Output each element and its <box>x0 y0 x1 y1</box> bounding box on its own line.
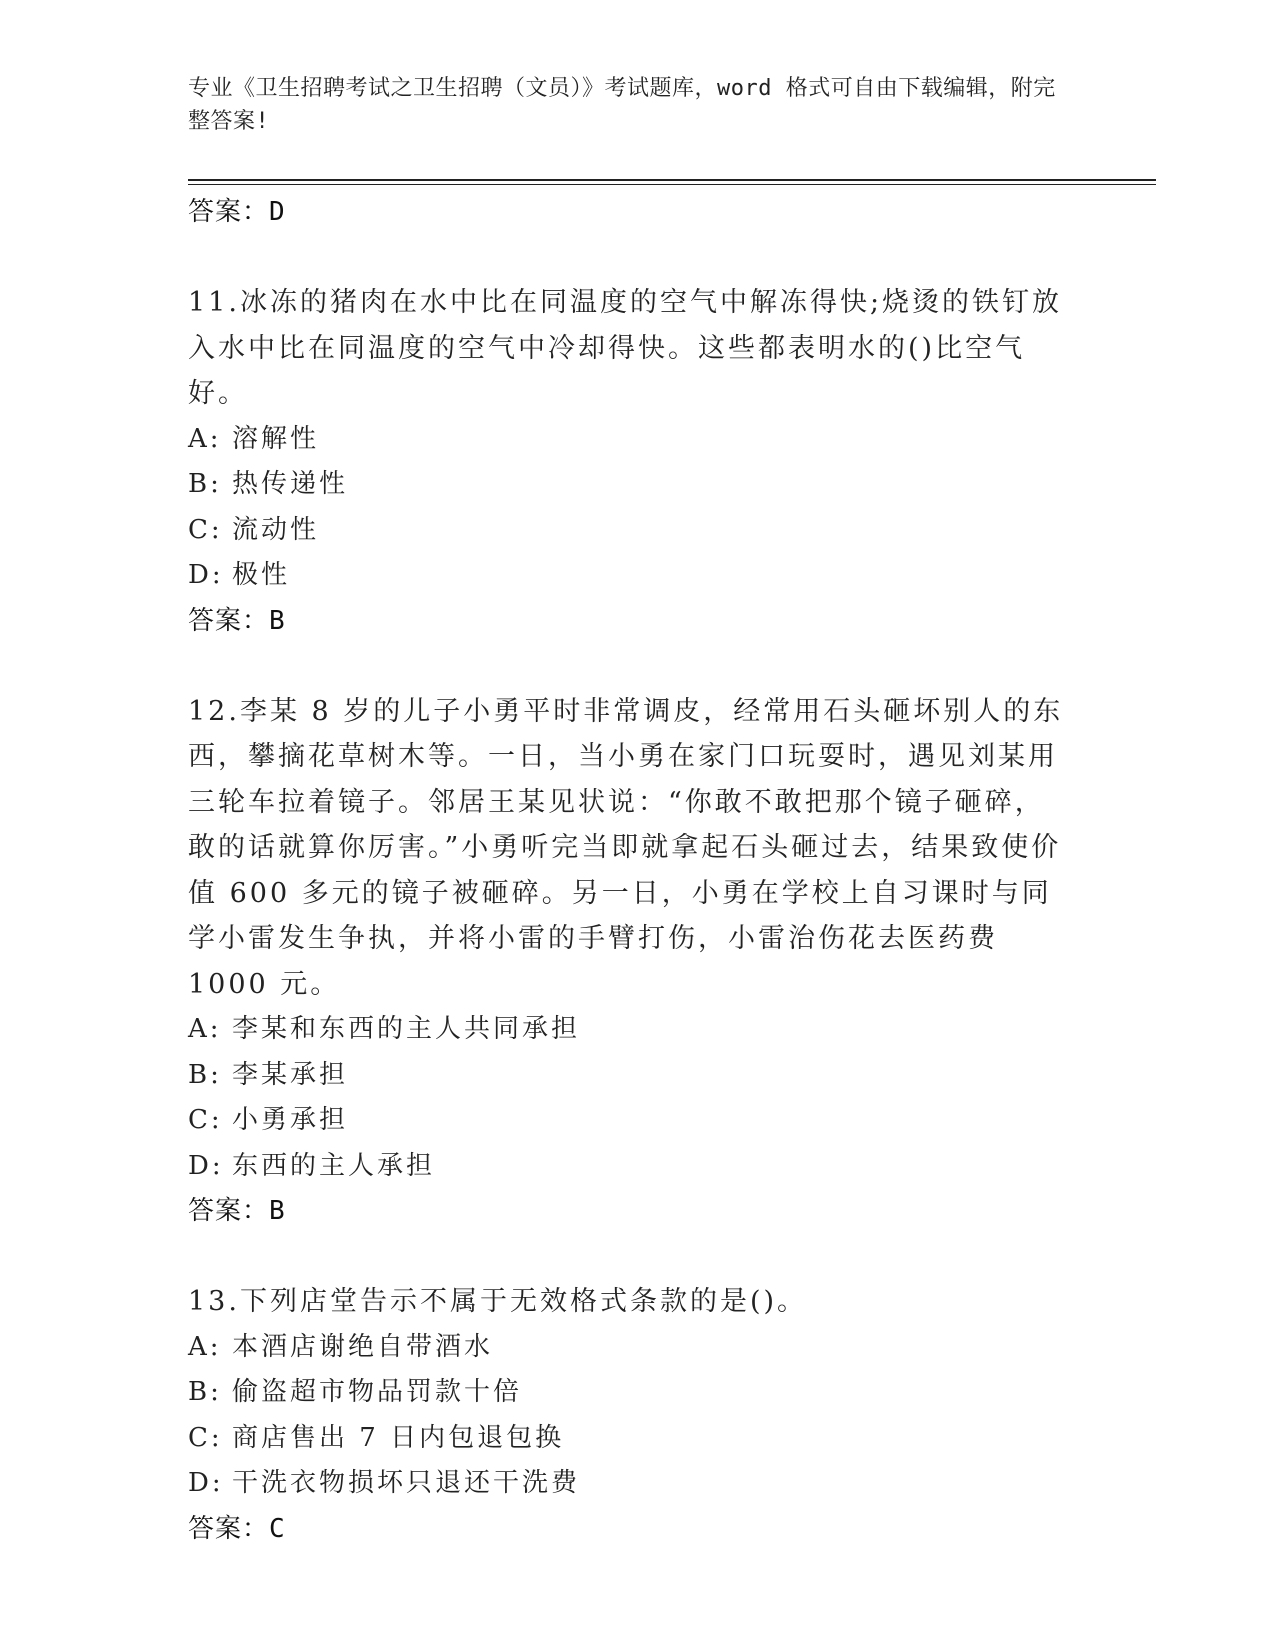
option-c <box>188 1416 1068 1462</box>
question-block <box>188 689 1068 1234</box>
spacer <box>188 1233 1068 1279</box>
option-c <box>188 1098 1068 1144</box>
option-text: 小勇承担 <box>232 1105 349 1135</box>
option-letter: C: <box>188 1422 223 1453</box>
option-text: 李某和东西的主人共同承担 <box>232 1014 581 1044</box>
question-list <box>188 190 1068 1551</box>
option-a <box>188 1325 1068 1371</box>
header-divider-thin <box>188 184 1156 185</box>
option-text: 溶解性 <box>232 423 320 454</box>
option-text: 本酒店谢绝自带酒水 <box>232 1331 494 1362</box>
question-block <box>188 1279 1068 1551</box>
header-divider-thick <box>188 179 1156 181</box>
option-letter: B: <box>188 1059 222 1090</box>
option-letter: A: <box>188 1014 222 1044</box>
option-letter: D: <box>188 1468 224 1498</box>
option-text: 东西的主人承担 <box>232 1150 436 1181</box>
option-text: 热传递性 <box>232 469 349 499</box>
option-b <box>188 1370 1068 1416</box>
option-a <box>188 417 1068 463</box>
question-stem: 12.李某 8 岁的儿子小勇平时非常调皮，经常用石头砸坏别人的东西，攀摘花草树木等。一日，当小勇在家门口玩耍时，遇见刘某用三轮车拉着镜子。邻居王某见状说：“你敢不敢把那个镜子砸碎，敢的话就算你厉害。”小勇听完当即就拿起石头砸过去，结果致使价值 600 多元的镜子被砸碎。另一日，小勇在学校上自习课时与同学小雷发生争执，并将小雷的手臂打伤，小雷治伤花去医药费 1000 元。 <box>188 695 1064 1000</box>
previous-answer: 答案：D <box>188 197 286 227</box>
option-letter: B: <box>188 1377 222 1407</box>
option-letter: A: <box>188 423 222 454</box>
option-text: 极性 <box>232 560 291 590</box>
option-b <box>188 1053 1068 1099</box>
option-c <box>188 508 1068 554</box>
question-stem: 13.下列店堂告示不属于无效格式条款的是()。 <box>188 1286 808 1317</box>
spacer <box>188 234 1068 280</box>
option-letter: C: <box>188 514 223 545</box>
answer-line: 答案：B <box>188 605 286 636</box>
answer-line: 答案：B <box>188 1196 286 1226</box>
option-letter: D: <box>188 560 224 590</box>
question-stem: 11.冰冻的猪肉在水中比在同温度的空气中解冻得快;烧烫的铁钉放入水中比在同温度的空气中冷却得快。这些都表明水的()比空气好。 <box>188 287 1063 409</box>
option-text: 干洗衣物损坏只退还干洗费 <box>232 1468 581 1498</box>
option-letter: C: <box>188 1105 223 1135</box>
option-d <box>188 1461 1068 1507</box>
option-letter: D: <box>188 1150 224 1181</box>
option-text: 偷盗超市物品罚款十倍 <box>232 1377 523 1407</box>
answer-line: 答案：C <box>188 1513 286 1544</box>
question-block <box>188 280 1068 643</box>
option-d <box>188 1144 1068 1190</box>
spacer <box>188 643 1068 689</box>
option-text: 商店售出 7 日内包退包换 <box>232 1422 565 1453</box>
option-d <box>188 553 1068 599</box>
document-header: 专业《卫生招聘考试之卫生招聘（文员）》考试题库，word 格式可自由下载编辑，附完整答案! <box>188 76 1056 134</box>
option-letter: B: <box>188 469 222 499</box>
option-b <box>188 462 1068 508</box>
option-text: 流动性 <box>232 514 320 545</box>
option-a <box>188 1007 1068 1053</box>
option-text: 李某承担 <box>232 1059 349 1090</box>
option-letter: A: <box>188 1331 222 1362</box>
